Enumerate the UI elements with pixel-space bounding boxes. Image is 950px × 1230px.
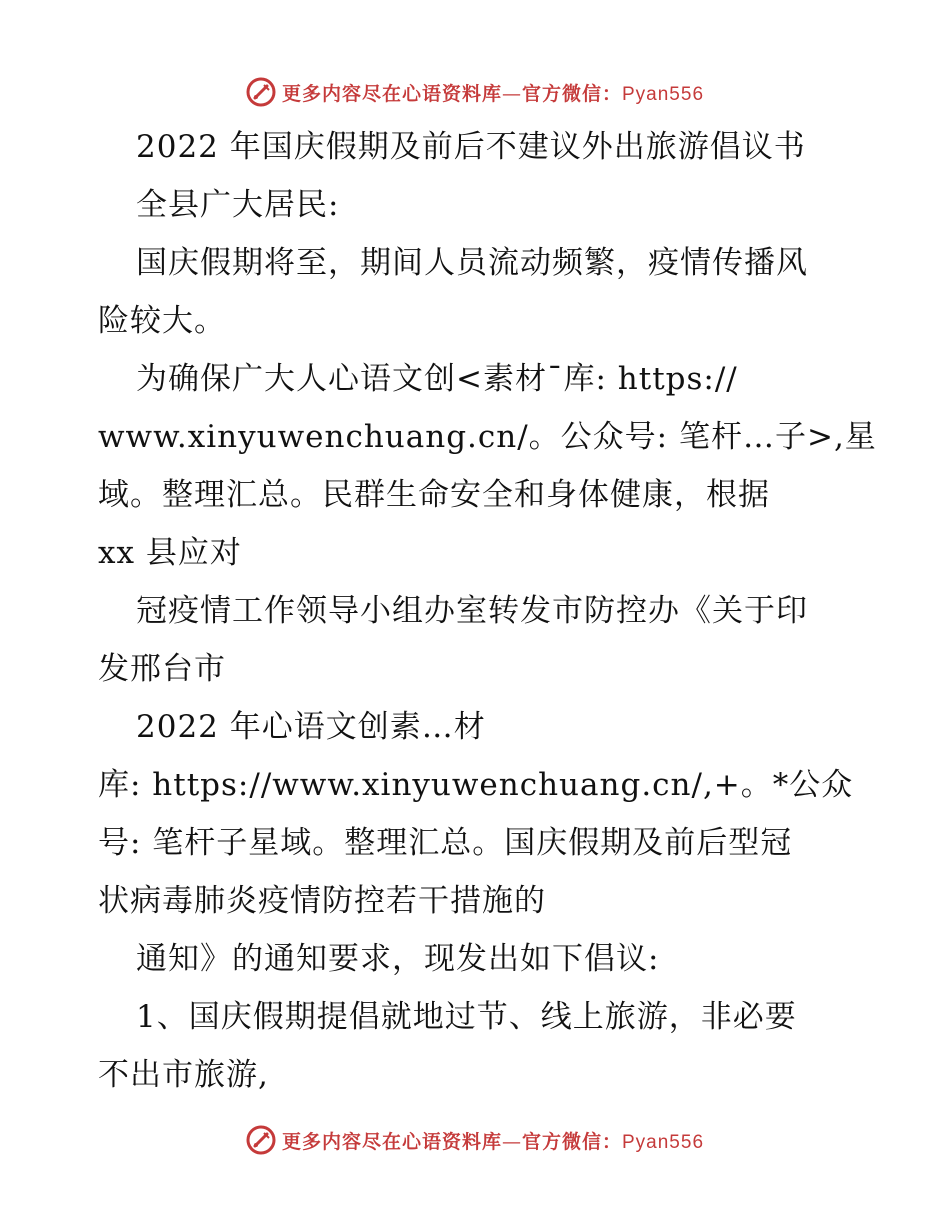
body-line: 库: https://www.xinyuwenchuang.cn/,+。*公众 bbox=[98, 767, 854, 803]
watermark-main: 更多内容尽在心语资料库 bbox=[281, 1130, 502, 1153]
body-line: xx 县应对 bbox=[98, 535, 242, 571]
watermark-tail: 官方微信： bbox=[521, 82, 622, 105]
salutation: 全县广大居民: bbox=[136, 187, 340, 223]
body-line: 号: 笔杆子星域。整理汇总。国庆假期及前后型冠 bbox=[98, 825, 793, 861]
body-line: 1、国庆假期提倡就地过节、线上旅游，非必要 bbox=[136, 999, 797, 1035]
watermark-separator: — bbox=[501, 82, 522, 105]
body-line: 险较大。 bbox=[98, 303, 226, 339]
watermark-banner-bottom bbox=[0, 1120, 950, 1160]
body-line: 域。整理汇总。民群生命安全和身体健康，根据 bbox=[98, 477, 770, 513]
watermark-text-top bbox=[282, 79, 704, 106]
body-line: 国庆假期将至，期间人员流动频繁，疫情传播风 bbox=[136, 245, 808, 281]
body-line: 不出市旅游, bbox=[98, 1057, 269, 1093]
watermark-main: 更多内容尽在心语资料库 bbox=[281, 82, 502, 105]
watermark-wechat-id: Pyan556 bbox=[622, 1131, 705, 1153]
document-title: 2022 年国庆假期及前后不建议外出旅游倡议书 bbox=[136, 129, 806, 165]
body-line: 2022 年心语文创素…材 bbox=[136, 709, 486, 745]
watermark-banner-top bbox=[0, 72, 950, 112]
brand-logo-icon bbox=[246, 1125, 276, 1155]
watermark-separator: — bbox=[501, 1130, 522, 1153]
body-line: 发邢台市 bbox=[98, 651, 226, 687]
document-body bbox=[98, 118, 877, 1104]
brand-logo-icon bbox=[246, 77, 276, 107]
body-line: 为确保广大人心语文创<素材¯库: https:// bbox=[136, 361, 738, 397]
watermark-tail: 官方微信： bbox=[521, 1130, 622, 1153]
body-line: 状病毒肺炎疫情防控若干措施的 bbox=[98, 883, 546, 919]
watermark-wechat-id: Pyan556 bbox=[622, 83, 705, 105]
body-line: www.xinyuwenchuang.cn/。公众号: 笔杆…子>,星 bbox=[98, 419, 877, 455]
body-line: 冠疫情工作领导小组办室转发市防控办《关于印 bbox=[136, 593, 808, 629]
body-line: 通知》的通知要求，现发出如下倡议: bbox=[136, 941, 660, 977]
watermark-text-bottom bbox=[282, 1127, 704, 1154]
